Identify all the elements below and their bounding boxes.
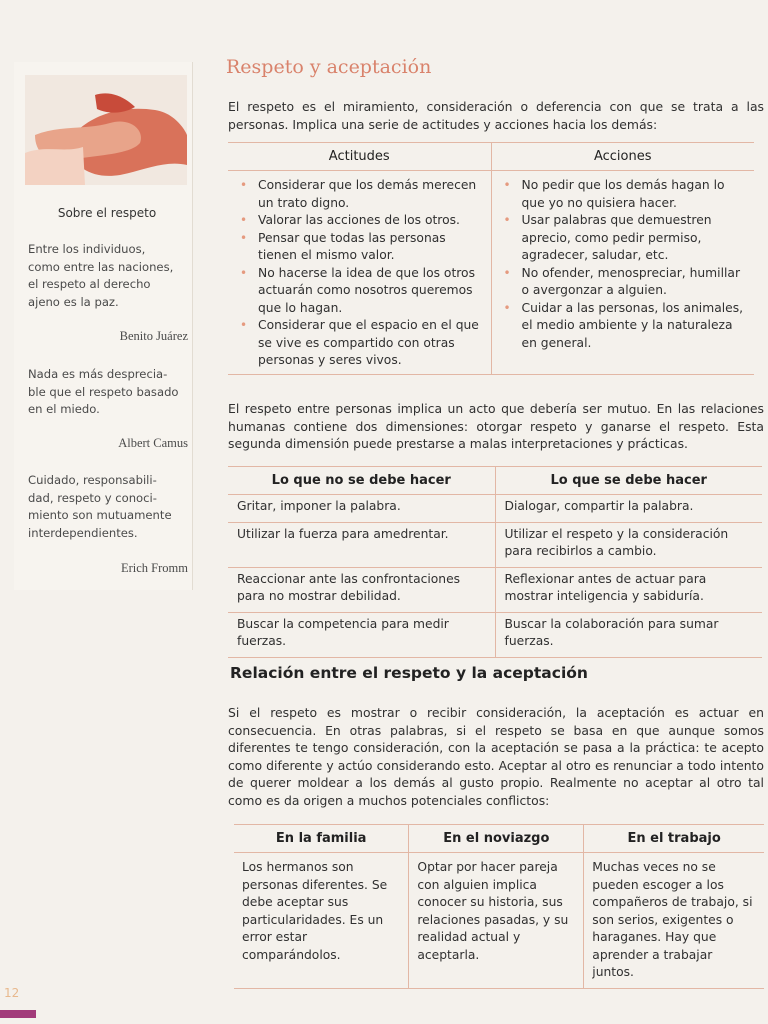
table-cell: Utilizar el respeto y la consideración para recibirlos a cambio. <box>495 522 762 567</box>
actitudes-acciones-table <box>228 142 754 375</box>
quote-text: Entre los individuos, como entre las naciones, el respeto al derecho ajeno es la paz. <box>28 242 174 309</box>
conducta-table <box>228 466 762 658</box>
quote-author: Albert Camus <box>118 436 188 450</box>
body-paragraph: Si el respeto es mostrar o recibir consideración, la aceptación es actuar en consecuencia. En otras palabras, si el respeto se basa en que aunque somos diferentes te tengo consideración, con la aceptación se pasa a la práctica: te acepto como diferente y actúo considerando esto. Aceptar al otro es renunciar a todo intento de querer moldear a los demás al gusto propio. Realmente no aceptar al otro tal como es da origen a muchos potenciales conflictos: <box>228 705 764 808</box>
actitudes-cell <box>228 171 491 375</box>
table-cell: Utilizar la fuerza para amedrentar. <box>228 522 495 567</box>
table-cell: Los hermanos son personas diferentes. Se debe aceptar sus particularidades. Es un error estar comparándolos. <box>242 860 388 962</box>
table-cell: Reaccionar ante las confrontaciones para no mostrar debilidad. <box>228 567 495 612</box>
table-header: Actitudes <box>228 143 491 171</box>
list-item: • Considerar que el espacio en el que se vive es compartido con otras personas y seres vivos. <box>258 317 483 370</box>
list-item: • Pensar que todas las personas tienen el mismo valor. <box>258 230 483 265</box>
hands-photo <box>25 75 187 185</box>
table-row <box>228 495 762 523</box>
list-item: • No ofender, menospreciar, humillar o avergonzar a alguien. <box>522 265 747 300</box>
list-item: • Considerar que los demás merecen un trato digno. <box>258 177 483 212</box>
list-item: • No pedir que los demás hagan lo que yo no quisiera hacer. <box>522 177 747 212</box>
table-cell: Reflexionar antes de actuar para mostrar inteligencia y sabiduría. <box>495 567 762 612</box>
quote-text: Cuidado, responsabili- dad, respeto y conoci- miento son mutuamente interdependientes. <box>28 473 172 540</box>
page-number: 12 <box>4 986 20 1000</box>
table-row <box>228 612 762 657</box>
table-row <box>228 522 762 567</box>
list-item: • Usar palabras que demuestren aprecio, como pedir permiso, agradecer, saludar, etc. <box>522 212 747 265</box>
table-cell: Buscar la colaboración para sumar fuerzas. <box>495 612 762 657</box>
table-header: En el trabajo <box>584 825 764 853</box>
body-paragraph: El respeto entre personas implica un acto que debería ser mutuo. En las relaciones humanas contiene dos dimensiones: otorgar respeto y ganarse el respeto. Esta segunda dimensión puede prestarse a malas interpretaciones y prácticas. <box>228 401 764 451</box>
table-cell: Gritar, imponer la palabra. <box>228 495 495 523</box>
list-item: • Cuidar a las personas, los animales, el medio ambiente y la naturaleza en general. <box>522 300 747 353</box>
intro-paragraph: El respeto es el miramiento, consideración o deferencia con que se trata a las personas. Implica una serie de actitudes y acciones hacia los demás: <box>228 99 764 132</box>
table-row <box>228 567 762 612</box>
sidebar-title: Sobre el respeto <box>57 206 157 220</box>
table-cell: Buscar la competencia para medir fuerzas. <box>228 612 495 657</box>
table-header: Lo que no se debe hacer <box>228 467 495 495</box>
list-item: • No hacerse la idea de que los otros actuarán como nosotros queremos que lo hagan. <box>258 265 483 318</box>
section-heading: Relación entre el respeto y la aceptación <box>230 664 588 682</box>
table-header: En la familia <box>234 825 409 853</box>
quote-author: Erich Fromm <box>120 561 188 575</box>
table-header: Acciones <box>491 143 754 171</box>
table-row <box>234 853 764 989</box>
table-cell: Optar por hacer pareja con alguien implica conocer su historia, sus relaciones pasadas, y su realidad actual y aceptarla. <box>409 853 584 989</box>
quote-text: Nada es más desprecia- ble que el respeto basado en el miedo. <box>28 367 179 416</box>
acciones-cell <box>491 171 754 375</box>
page-title: Respeto y aceptación <box>226 56 432 78</box>
table-header: Lo que se debe hacer <box>495 467 762 495</box>
table-header: En el noviazgo <box>409 825 584 853</box>
quote-author: Benito Juárez <box>119 329 188 343</box>
conflictos-table <box>234 824 764 989</box>
table-cell: Muchas veces no se pueden escoger a los compañeros de trabajo, si son serios, exigentes o haraganes. Hay que aprender a trabajar juntos. <box>584 853 764 989</box>
page-color-bar <box>0 1010 36 1018</box>
table-cell: Dialogar, compartir la palabra. <box>495 495 762 523</box>
list-item: • Valorar las acciones de los otros. <box>258 212 483 230</box>
